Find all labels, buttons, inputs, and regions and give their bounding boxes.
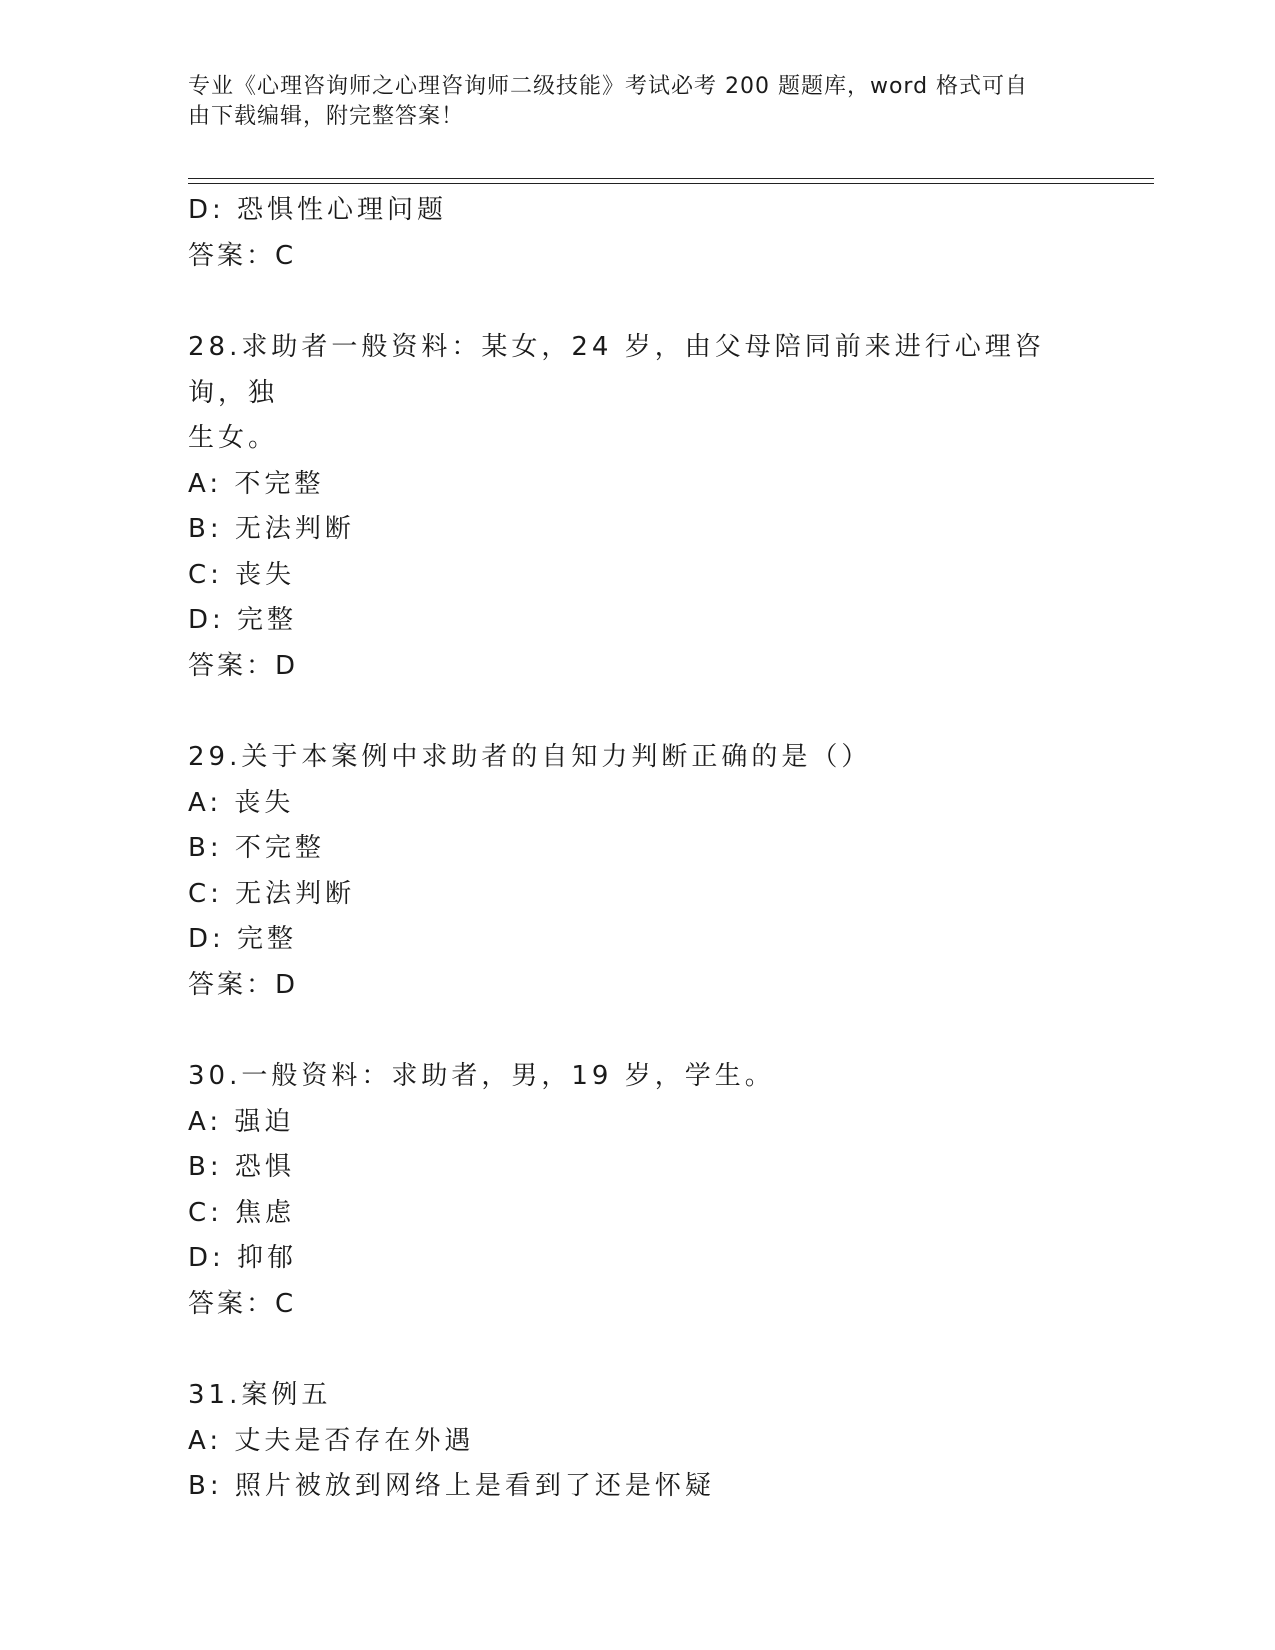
header-divider-top: [188, 178, 1154, 179]
option-d: D: 完整: [188, 605, 298, 635]
question-29: [188, 735, 1088, 1008]
option-d: D: 抑郁: [188, 1243, 298, 1273]
option-c: C: 无法判断: [188, 878, 356, 909]
option-a: A: 强迫: [188, 1106, 295, 1137]
question-stem-continued: 生女。: [188, 423, 279, 453]
question-28: [188, 325, 1088, 689]
previous-question-tail: [188, 188, 1088, 279]
question-30: [188, 1054, 1088, 1327]
option-c: C: 焦虑: [188, 1197, 296, 1228]
option-b: B: 照片被放到网络上是看到了还是怀疑: [188, 1471, 715, 1501]
question-stem: 28.求助者一般资料：某女，24 岁，由父母陪同前来进行心理咨询，独: [188, 332, 1045, 408]
answer-line: 答案：D: [188, 969, 299, 1000]
option-c: C: 丧失: [188, 559, 296, 590]
question-stem: 29.关于本案例中求助者的自知力判断正确的是（）: [188, 742, 872, 772]
option-b: B: 无法判断: [188, 514, 355, 544]
document-header: [188, 72, 1088, 132]
header-line-2: 由下载编辑，附完整答案！: [188, 104, 465, 129]
spacer: [188, 279, 1088, 325]
option-a: A: 丈夫是否存在外遇: [188, 1425, 475, 1456]
option-b: B: 恐惧: [188, 1152, 295, 1182]
option-d: D: 恐惧性心理问题: [188, 195, 448, 225]
spacer: [188, 689, 1088, 735]
option-b: B: 不完整: [188, 833, 325, 863]
spacer: [188, 1008, 1088, 1054]
question-list: [188, 188, 1088, 1510]
question-stem: 30.一般资料：求助者，男，19 岁，学生。: [188, 1061, 775, 1091]
question-31: [188, 1373, 1088, 1510]
option-a: A: 不完整: [188, 468, 325, 499]
header-line-1: 专业《心理咨询师之心理咨询师二级技能》考试必考 200 题题库，word 格式可自: [188, 74, 1029, 99]
option-d: D: 完整: [188, 924, 298, 954]
question-stem: 31.案例五: [188, 1380, 332, 1410]
option-a: A: 丧失: [188, 787, 295, 818]
spacer: [188, 1327, 1088, 1373]
answer-line: 答案：C: [188, 1288, 297, 1319]
header-divider-bottom: [188, 183, 1154, 184]
answer-line: 答案：D: [188, 650, 299, 681]
answer-line: 答案：C: [188, 240, 297, 271]
